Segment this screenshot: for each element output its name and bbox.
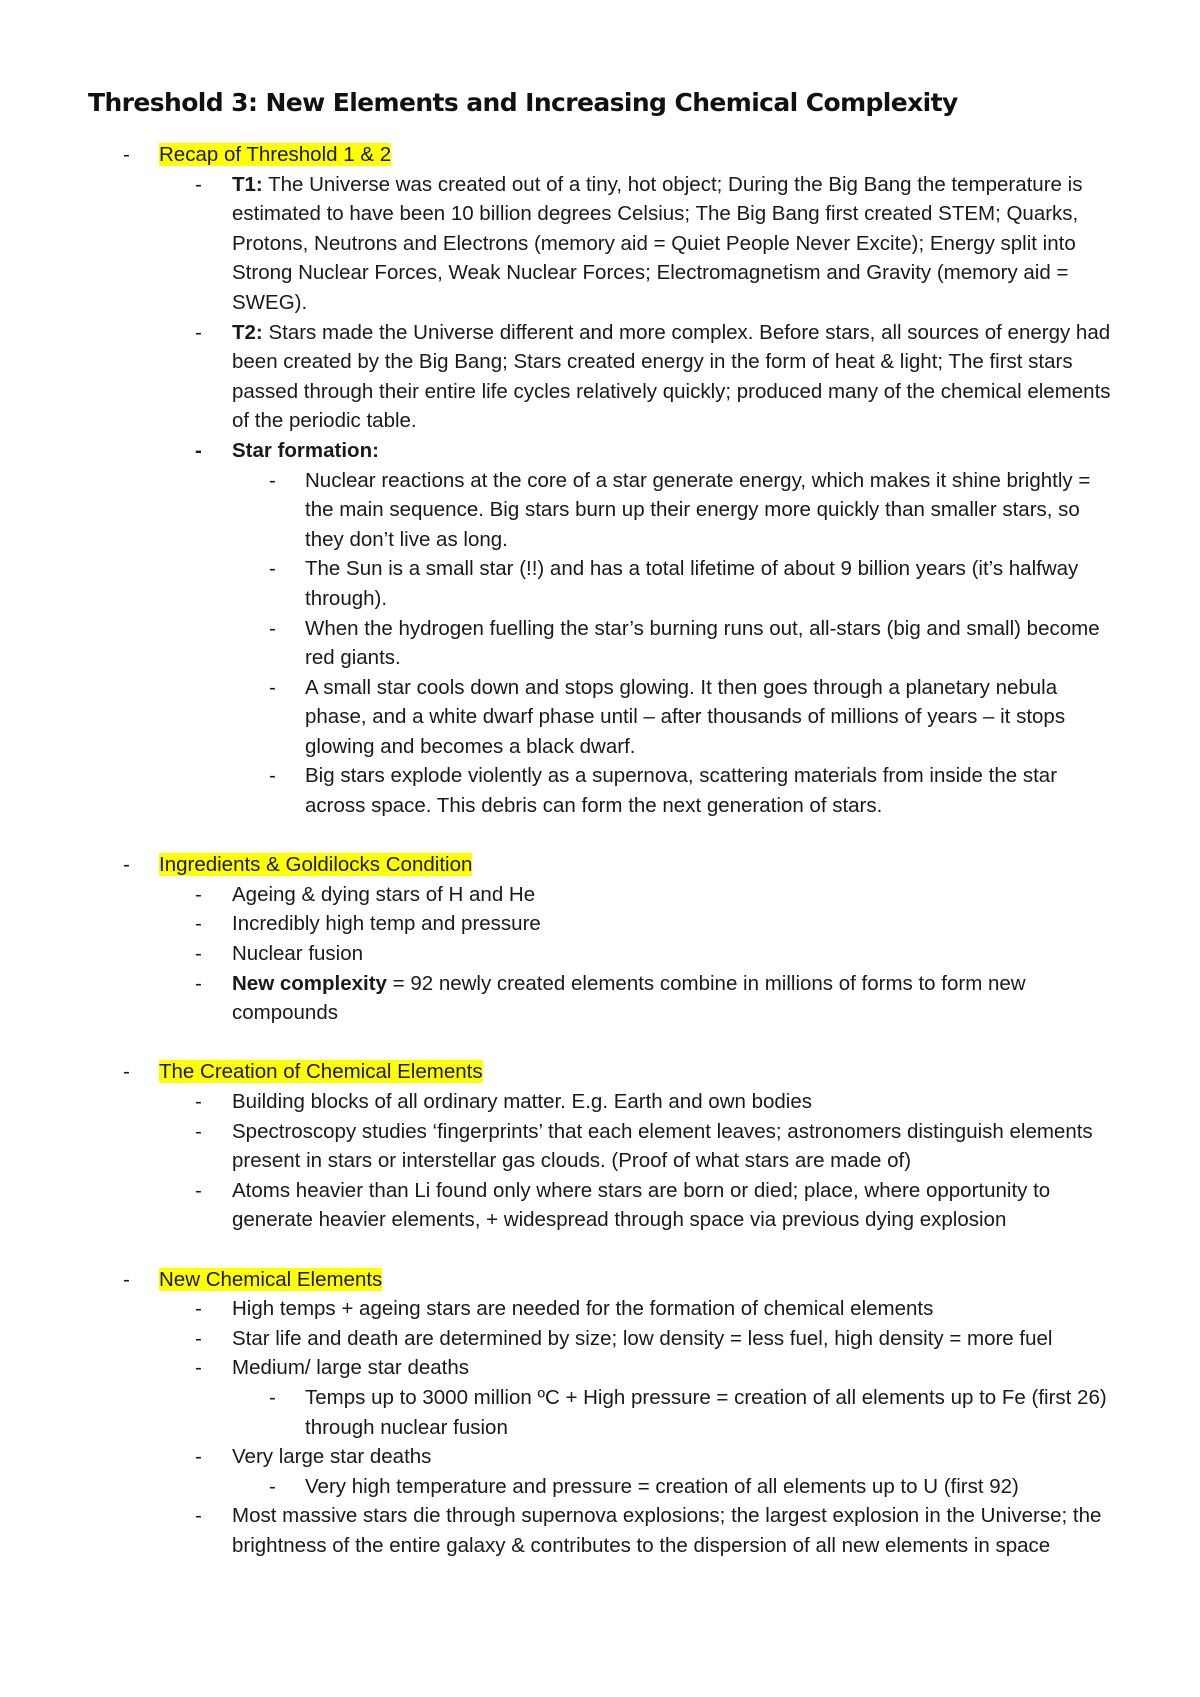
list-item [0,1353,1200,1383]
list-item [0,614,1200,673]
list-item-text: Nuclear reactions at the core of a star generate energy, which makes it shine brightly = the main sequence. Big stars burn up their energy more quickly than smaller stars, so they don’t live as long. [305,468,1091,551]
bullet-dash: - [269,764,276,788]
item-body: = 92 newly created elements combine in millions of forms to form new compounds [232,971,1026,1025]
list-item-text: Most massive stars die through supernova explosions; the largest explosion in the Universe; the brightness of the entire galaxy & contributes to the dispersion of all new elements in space [232,1504,1102,1557]
list-item [0,554,1200,613]
bullet-dash: - [195,1445,202,1469]
page-title: Threshold 3: New Elements and Increasing Chemical Complexity [88,88,958,117]
item-body: The Universe was created out of a tiny, hot object; During the Big Bang the temperature is estimated to have been 10 billion degrees Celsius; The Big Bang first created STEM; Quarks, Protons, Neutrons and Electrons (memory aid = Quiet People Never Excite); Energy split into Strong Nuclear Forces, Weak Nuclear Forces; Electromagnetism and Gravity (memory aid = SWEG). [232,172,1083,314]
section-recap [0,140,1200,821]
section-heading [0,140,1200,170]
list-item [0,436,1200,466]
bullet-dash: - [269,616,276,640]
list-item-text: Very high temperature and pressure = creation of all elements up to U (first 92) [305,1474,1019,1498]
document-body [0,140,1200,1561]
list-item [0,1472,1200,1502]
bullet-dash: - [123,1060,130,1084]
section-heading [0,1265,1200,1295]
bullet-dash: - [195,1326,202,1350]
list-item-text: Star life and death are determined by size; low density = less fuel, high density = more fuel [232,1326,1053,1350]
list-item-text [232,318,1112,436]
bullet-dash: - [195,438,202,462]
list-item-text: Ageing & dying stars of H and He [232,882,536,906]
bullet-dash: - [269,557,276,581]
bullet-dash: - [195,1504,202,1528]
list-item [0,1294,1200,1324]
bold-label: New complexity [232,971,387,995]
bullet-dash: - [269,1385,276,1409]
bullet-dash: - [195,1356,202,1380]
bullet-dash: - [195,971,202,995]
list-item [0,1501,1200,1560]
bold-label: T1: [232,172,263,196]
highlighted-heading: The Creation of Chemical Elements [159,1060,483,1084]
list-item-text: High temps + ageing stars are needed for the formation of chemical elements [232,1297,934,1321]
list-item-text: Atoms heavier than Li found only where stars are born or died; place, where opportunity to generate heavier elements, + widespread through space via previous dying explosion [232,1178,1051,1232]
list-item [0,466,1200,555]
list-item [0,170,1200,318]
highlighted-heading: Ingredients & Goldilocks Condition [159,853,473,877]
bullet-dash: - [269,1474,276,1498]
list-item-text: Building blocks of all ordinary matter. E.g. Earth and own bodies [232,1090,813,1113]
list-item-text: Big stars explode violently as a supernova, scattering materials from inside the star across space. This debris can form the next generation of stars. [305,764,1058,818]
section-creation [0,1057,1200,1235]
bullet-dash: - [195,1090,202,1113]
list-item-text [232,969,1112,1028]
bullet-dash: - [195,1178,202,1202]
section-new-elements [0,1265,1200,1561]
bullet-dash: - [269,675,276,699]
list-item-text: Incredibly high temp and pressure [232,912,541,936]
bullet-dash: - [195,320,202,344]
list-item [0,761,1200,820]
list-item [0,969,1200,1028]
bullet-dash: - [123,853,130,877]
list-item [0,909,1200,939]
list-item [0,1176,1200,1235]
section-heading [0,1057,1200,1087]
list-item-text: When the hydrogen fuelling the star’s burning runs out, all-stars (big and small) become red giants. [305,616,1100,670]
list-item [0,1383,1200,1442]
list-item-text: Medium/ large star deaths [232,1356,470,1380]
highlighted-heading: New Chemical Elements [159,1267,383,1291]
section-ingredients [0,850,1200,1028]
section-heading [0,850,1200,880]
list-item-text [232,170,1112,318]
list-item [0,1324,1200,1354]
list-item [0,1117,1200,1176]
list-item [0,880,1200,910]
list-item [0,1442,1200,1472]
item-body: Stars made the Universe different and more complex. Before stars, all sources of energy had been created by the Big Bang; Stars created energy in the form of heat & light; The first stars passed through their entire life cycles relatively quickly; produced many of the chemical elements of the periodic table. [232,320,1111,433]
bullet-dash: - [195,912,202,936]
bullet-dash: - [269,468,276,492]
bullet-dash: - [195,1297,202,1321]
bullet-dash: - [123,1267,130,1291]
list-item-text: Very large star deaths [232,1445,432,1469]
list-item [0,318,1200,436]
list-item-text: Temps up to 3000 million ºC + High pressure = creation of all elements up to Fe (first 26) through nuclear fusion [305,1385,1107,1439]
bullet-dash: - [123,143,130,166]
bullet-dash: - [195,942,202,966]
list-item-text: Spectroscopy studies ‘fingerprints’ that each element leaves; astronomers distinguish elements present in stars or interstellar gas clouds. (Proof of what stars are made of) [232,1119,1093,1173]
list-item [0,939,1200,969]
list-item-text: A small star cools down and stops glowing. It then goes through a planetary nebula phase, and a white dwarf phase until – after thousands of millions of years – it stops glowing and becomes a black dwarf. [305,675,1066,758]
bullet-dash: - [195,1119,202,1143]
bold-label: T2: [232,320,263,344]
bullet-dash: - [195,882,202,906]
highlighted-heading: Recap of Threshold 1 & 2 [159,143,392,166]
list-item-text: Nuclear fusion [232,942,364,966]
list-item-text: The Sun is a small star (!!) and has a total lifetime of about 9 billion years (it’s halfway through). [305,557,1079,610]
bullet-dash: - [195,172,202,196]
list-item [0,1087,1200,1117]
list-item [0,673,1200,762]
bold-label: Star formation: [232,438,379,462]
